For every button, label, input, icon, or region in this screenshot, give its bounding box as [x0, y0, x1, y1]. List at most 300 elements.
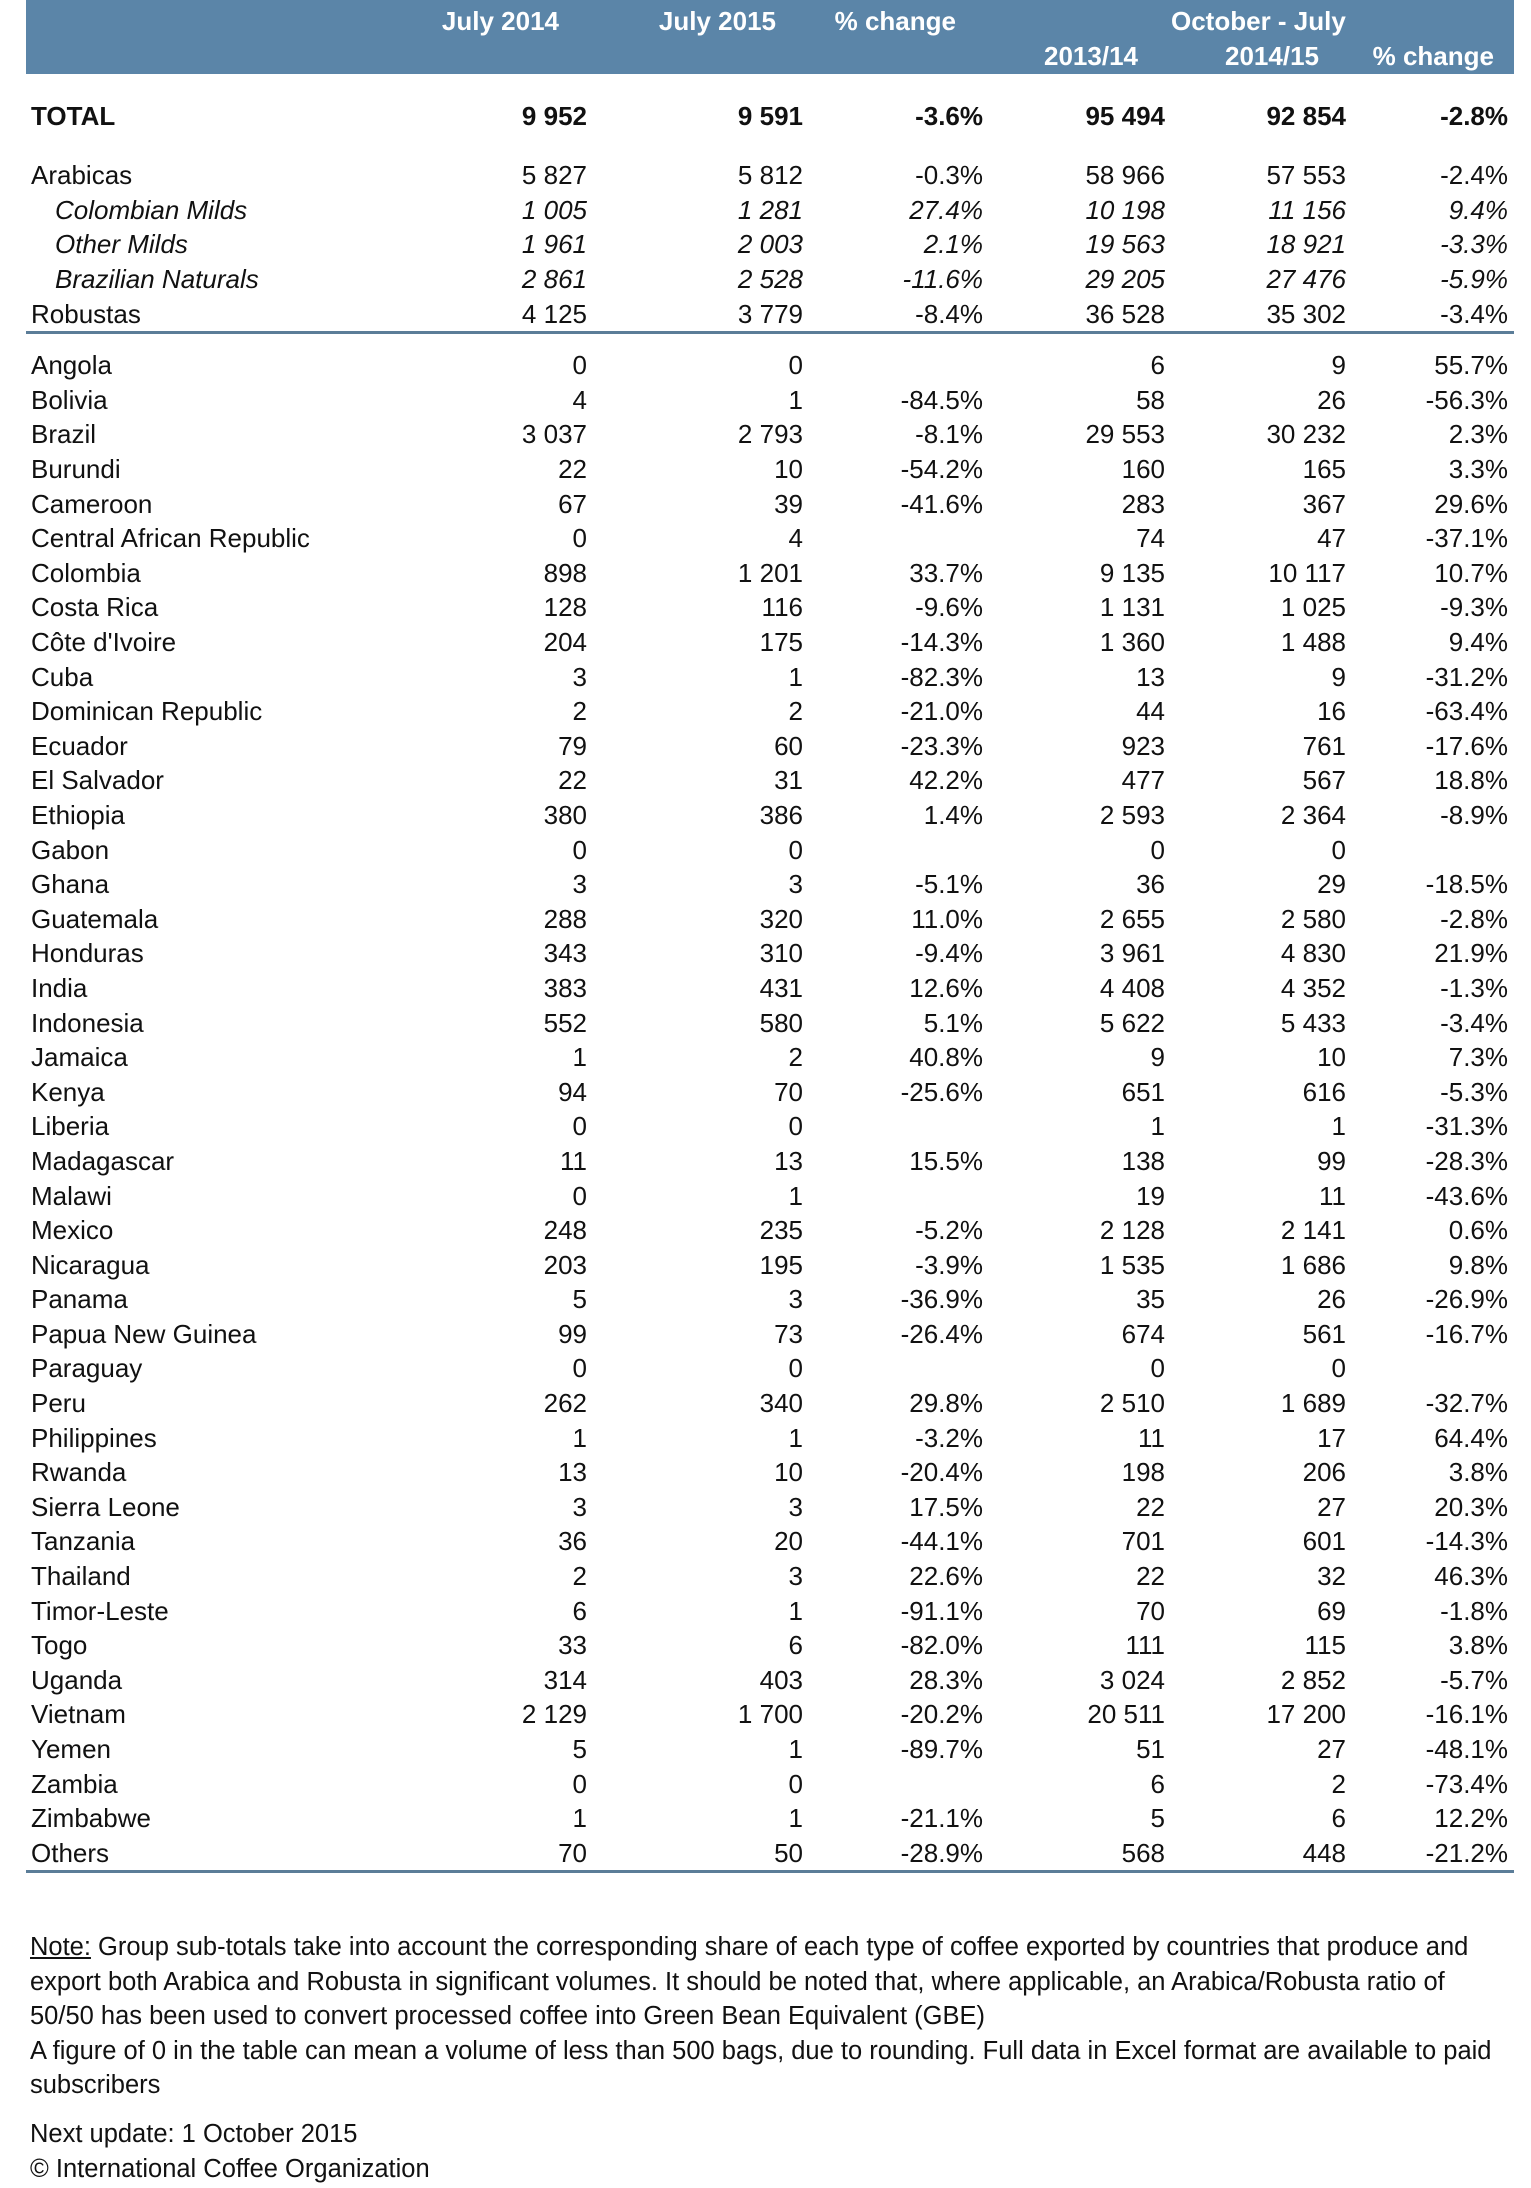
row-label: Arabicas: [31, 160, 133, 191]
cell-col-3: -23.3%: [900, 730, 983, 761]
cell-col-4: 51: [1136, 1734, 1165, 1765]
row-label: Bolivia: [31, 384, 108, 415]
cell-col-6: -14.3%: [1425, 1526, 1508, 1557]
cell-col-4: 5 622: [1099, 1007, 1165, 1038]
cell-col-5: 2 580: [1280, 903, 1346, 934]
cell-col-2: 1: [788, 1734, 803, 1765]
cell-col-4: 2 510: [1099, 1388, 1165, 1419]
cell-col-1: 5: [572, 1734, 587, 1765]
cell-col-5: 16: [1317, 696, 1346, 727]
cell-col-4: 138: [1121, 1145, 1165, 1176]
cell-col-4: 283: [1121, 488, 1165, 519]
cell-col-1: 262: [543, 1388, 587, 1419]
cell-col-4: 1 360: [1099, 627, 1165, 658]
cell-col-3: -82.3%: [900, 661, 983, 692]
cell-col-2: 0: [788, 1111, 803, 1142]
cell-col-2: 10: [774, 454, 803, 485]
country-row: [26, 452, 1514, 487]
group-row: [26, 262, 1514, 297]
row-label: Other Milds: [55, 229, 188, 260]
country-row: [26, 1005, 1514, 1040]
cell-col-1: 314: [543, 1664, 587, 1695]
cell-col-1: 552: [543, 1007, 587, 1038]
cell-col-1: 67: [558, 488, 587, 519]
cell-col-5: 9: [1331, 661, 1346, 692]
row-label: Papua New Guinea: [31, 1318, 257, 1349]
group-row: [26, 296, 1514, 332]
cell-col-1: 1 961: [521, 229, 587, 260]
row-label: Colombian Milds: [55, 194, 248, 225]
country-row: [26, 1178, 1514, 1213]
cell-col-1: 33: [558, 1630, 587, 1661]
row-label: Cuba: [31, 661, 94, 692]
cell-col-5: 35 302: [1171, 296, 1352, 332]
cell-col-1: 13: [558, 1457, 587, 1488]
cell-col-6: -28.3%: [1425, 1145, 1508, 1176]
cell-col-5: 115: [1304, 1630, 1346, 1661]
cell-col-4: 19: [1136, 1180, 1165, 1211]
cell-col-2: 3: [788, 1491, 803, 1522]
cell-col-4: 1 131: [1099, 592, 1165, 623]
cell-col-2: 13: [774, 1145, 803, 1176]
cell-col-3: -44.1%: [900, 1526, 983, 1557]
cell-col-5: 1 025: [1280, 592, 1346, 623]
row-label: Peru: [31, 1388, 86, 1419]
cell-col-4: 2 655: [1099, 903, 1165, 934]
row-label: Jamaica: [31, 1042, 128, 1073]
country-row: [26, 348, 1514, 383]
cell-col-2: 116: [761, 592, 803, 623]
cell-col-5: 2: [1331, 1768, 1346, 1799]
cell-col-4: 70: [1136, 1595, 1165, 1626]
cell-col-6: 20.3%: [1434, 1491, 1508, 1522]
cell-col-5: 27: [1317, 1734, 1346, 1765]
row-label: Guatemala: [31, 903, 159, 934]
cell-col-1: 4 125: [446, 296, 593, 332]
copyright: © International Coffee Organization: [30, 2154, 430, 2183]
cell-col-5: 1 689: [1280, 1388, 1346, 1419]
country-row: [26, 417, 1514, 452]
cell-col-5: 561: [1302, 1318, 1346, 1349]
header-col-july-2015: July 2015: [658, 6, 776, 36]
cell-col-2: 2 528: [737, 264, 803, 295]
cell-col-4: 701: [1121, 1526, 1165, 1557]
cell-col-6: -32.7%: [1425, 1388, 1508, 1419]
cell-col-5: 57 553: [1266, 160, 1346, 191]
cell-col-3: -26.4%: [900, 1318, 983, 1349]
cell-col-3: -3.9%: [915, 1249, 983, 1280]
country-row: [26, 1351, 1514, 1386]
cell-col-5: 6: [1331, 1803, 1346, 1834]
cell-col-4: 111: [1125, 1630, 1165, 1661]
cell-col-6: -21.2%: [1352, 1836, 1514, 1872]
cell-col-6: 3.8%: [1448, 1457, 1508, 1488]
cell-col-4: 9 135: [1099, 557, 1165, 588]
cell-col-3: [809, 1109, 989, 1144]
cell-col-3: 29.8%: [909, 1388, 983, 1419]
cell-col-6: -3.4%: [1352, 296, 1514, 332]
row-label: Vietnam: [31, 1699, 126, 1730]
cell-col-6: -5.3%: [1440, 1076, 1508, 1107]
cell-col-4: 36: [1136, 869, 1165, 900]
cell-col-3: -28.9%: [809, 1836, 989, 1872]
cell-col-5: 2 852: [1280, 1664, 1346, 1695]
country-row: [26, 1490, 1514, 1525]
cell-col-1: 79: [558, 730, 587, 761]
cell-col-1: 9 952: [521, 101, 587, 131]
cell-col-6: 9.8%: [1448, 1249, 1508, 1280]
cell-col-1: 203: [543, 1249, 587, 1280]
cell-col-4: 20 511: [1087, 1699, 1165, 1730]
cell-col-6: -2.8%: [1440, 101, 1508, 131]
country-row: [26, 867, 1514, 902]
cell-col-6: -56.3%: [1425, 384, 1508, 415]
cell-col-3: -9.6%: [915, 592, 983, 623]
country-row: [26, 729, 1514, 764]
cell-col-2: 20: [774, 1526, 803, 1557]
cell-col-3: 5.1%: [923, 1007, 983, 1038]
row-label: Indonesia: [31, 1007, 144, 1038]
row-label: Thailand: [31, 1561, 131, 1592]
cell-col-3: -9.4%: [915, 938, 983, 969]
cell-col-4: 198: [1121, 1457, 1165, 1488]
country-row: [26, 1317, 1514, 1352]
cell-col-3: [809, 1351, 989, 1386]
cell-col-2: 1 281: [737, 194, 803, 225]
cell-col-6: -18.5%: [1425, 869, 1508, 900]
cell-col-4: 10 198: [1085, 194, 1165, 225]
cell-col-6: 55.7%: [1434, 350, 1508, 381]
note-label: Note:: [30, 1933, 91, 1961]
cell-col-4: 3 961: [1099, 938, 1165, 969]
country-row: [26, 1247, 1514, 1282]
cell-col-4: 11: [1138, 1422, 1165, 1453]
row-label: Burundi: [31, 454, 121, 485]
cell-col-1: 2: [572, 1561, 587, 1592]
country-row: [26, 590, 1514, 625]
cell-col-3: -20.2%: [900, 1699, 983, 1730]
cell-col-5: 206: [1302, 1457, 1346, 1488]
cell-col-6: 46.3%: [1434, 1561, 1508, 1592]
cell-col-2: 2: [788, 696, 803, 727]
cell-col-6: -43.6%: [1425, 1180, 1508, 1211]
cell-col-6: 2.3%: [1448, 419, 1508, 450]
cell-col-1: 5 827: [521, 160, 587, 191]
cell-col-6: -31.3%: [1425, 1111, 1508, 1142]
cell-col-6: -26.9%: [1425, 1284, 1508, 1315]
group-row: [26, 158, 1514, 193]
note-text: Group sub-totals take into account the corresponding share of each type of coffee exported by countries that produce and export both Arabica and Robusta in significant volumes. It should be noted that, where applicable, an Arabica/Robusta ratio of 50/50 has been used to convert processed coffee into Green Bean Equivalent (GBE): [30, 1933, 1469, 2030]
cell-col-1: 70: [446, 1836, 593, 1872]
cell-col-2: 3: [788, 1284, 803, 1315]
row-label: Zambia: [31, 1768, 118, 1799]
cell-col-6: -16.1%: [1425, 1699, 1508, 1730]
cell-col-3: 42.2%: [909, 765, 983, 796]
country-row: [26, 1282, 1514, 1317]
country-row: [26, 1801, 1514, 1836]
spacer-cell: [26, 332, 1514, 348]
group-row: [26, 193, 1514, 228]
row-label: Tanzania: [31, 1526, 136, 1557]
row-label: Paraguay: [31, 1353, 143, 1384]
row-label: Gabon: [31, 834, 110, 865]
cell-col-4: 2 593: [1099, 799, 1165, 830]
cell-col-3: -41.6%: [900, 488, 983, 519]
cell-col-1: 0: [572, 350, 587, 381]
cell-col-1: 6: [572, 1595, 587, 1626]
cell-col-1: 36: [558, 1526, 587, 1557]
cell-col-3: -5.2%: [915, 1215, 983, 1246]
row-label: Rwanda: [31, 1457, 127, 1488]
country-row: [26, 1663, 1514, 1698]
cell-col-5: 1 686: [1280, 1249, 1346, 1280]
note-paragraph: [30, 1930, 1510, 2034]
cell-col-2: 1: [788, 384, 803, 415]
cell-col-2: 1 201: [737, 557, 803, 588]
cell-col-6: 9.4%: [1448, 627, 1508, 658]
cell-col-6: [1352, 832, 1514, 867]
cell-col-2: 235: [759, 1215, 803, 1246]
row-label: Ghana: [31, 869, 110, 900]
cell-col-2: 9 591: [737, 101, 803, 131]
cell-col-6: 21.9%: [1434, 938, 1508, 969]
country-row: [26, 763, 1514, 798]
cell-col-5: 99: [1317, 1145, 1346, 1176]
cell-col-3: -8.1%: [915, 419, 983, 450]
cell-col-3: 11.0%: [911, 903, 983, 934]
row-label: Dominican Republic: [31, 696, 263, 727]
cell-col-4: 0: [1150, 1353, 1165, 1384]
row-label: Timor-Leste: [31, 1595, 169, 1626]
cell-col-2: 73: [774, 1318, 803, 1349]
cell-col-2: 2: [788, 1042, 803, 1073]
cell-col-2: 1: [788, 661, 803, 692]
country-row: [26, 1420, 1514, 1455]
cell-col-2: 60: [774, 730, 803, 761]
cell-col-4: 29 553: [1085, 419, 1165, 450]
cell-col-3: 2.1%: [923, 229, 983, 260]
cell-col-6: -1.8%: [1440, 1595, 1508, 1626]
coffee-exports-table: [26, 96, 1514, 1873]
cell-col-3: -21.1%: [900, 1803, 983, 1834]
cell-col-1: 0: [572, 1111, 587, 1142]
spacer-row: [26, 136, 1514, 158]
cell-col-6: -3.3%: [1440, 229, 1508, 260]
cell-col-1: 1: [572, 1422, 587, 1453]
header-col-2014-15: 2014/15: [1225, 41, 1319, 71]
notes: [30, 1930, 1510, 2103]
cell-col-6: -37.1%: [1425, 523, 1508, 554]
cell-col-5: 27: [1317, 1491, 1346, 1522]
cell-col-5: 10 117: [1268, 557, 1346, 588]
country-row: [26, 1455, 1514, 1490]
cell-col-2: 3: [788, 869, 803, 900]
country-row: [26, 1593, 1514, 1628]
cell-col-3: 28.3%: [909, 1664, 983, 1695]
row-label: Honduras: [31, 938, 144, 969]
row-label: Brazilian Naturals: [55, 264, 259, 295]
cell-col-5: 32: [1317, 1561, 1346, 1592]
cell-col-6: -1.3%: [1440, 972, 1508, 1003]
country-row: [26, 1386, 1514, 1421]
cell-col-3: 33.7%: [909, 557, 983, 588]
cell-col-2: 340: [759, 1388, 803, 1419]
cell-col-3: -8.4%: [809, 296, 989, 332]
cell-col-3: -3.6%: [915, 101, 983, 131]
cell-col-2: 431: [759, 972, 803, 1003]
row-label: Togo: [31, 1630, 88, 1661]
cell-col-3: -21.0%: [900, 696, 983, 727]
row-label: Colombia: [31, 557, 141, 588]
cell-col-5: 2 364: [1280, 799, 1346, 830]
cell-col-3: -54.2%: [900, 454, 983, 485]
cell-col-6: -31.2%: [1425, 661, 1508, 692]
cell-col-1: 3: [572, 869, 587, 900]
row-label: Madagascar: [31, 1145, 175, 1176]
row-label: Nicaragua: [31, 1249, 150, 1280]
cell-col-1: 2 129: [521, 1699, 587, 1730]
cell-col-2: 1: [788, 1803, 803, 1834]
cell-col-3: -0.3%: [915, 160, 983, 191]
cell-col-3: -82.0%: [900, 1630, 983, 1661]
cell-col-1: 1: [572, 1803, 587, 1834]
cell-col-2: 31: [774, 765, 803, 796]
cell-col-4: 0: [1150, 834, 1165, 865]
cell-col-1: 128: [543, 592, 587, 623]
cell-col-6: 3.3%: [1448, 454, 1508, 485]
cell-col-5: 11 156: [1268, 194, 1346, 225]
cell-col-3: [809, 521, 989, 556]
zero-note: A figure of 0 in the table can mean a volume of less than 500 bags, due to rounding. Full data in Excel format are available to paid subscribers: [30, 2036, 1492, 2099]
country-row: [26, 659, 1514, 694]
row-label: Central African Republic: [31, 523, 310, 554]
cell-col-1: 0: [572, 1180, 587, 1211]
row-label: Yemen: [31, 1734, 111, 1765]
group-row: [26, 227, 1514, 262]
cell-col-3: 1.4%: [923, 799, 983, 830]
country-row: [26, 521, 1514, 556]
cell-col-2: 1: [788, 1595, 803, 1626]
cell-col-4: 58: [1136, 384, 1165, 415]
row-label: Kenya: [31, 1076, 105, 1107]
row-label: Liberia: [31, 1111, 110, 1142]
cell-col-4: 6: [1150, 350, 1165, 381]
row-label: Zimbabwe: [31, 1803, 151, 1834]
cell-col-6: -9.3%: [1440, 592, 1508, 623]
cell-col-5: 11: [1319, 1180, 1346, 1211]
cell-col-6: 12.2%: [1434, 1803, 1508, 1834]
cell-col-5: 17: [1317, 1422, 1346, 1453]
cell-col-5: 26: [1317, 1284, 1346, 1315]
cell-col-2: 0: [788, 350, 803, 381]
cell-col-5: 4 352: [1280, 972, 1346, 1003]
cell-col-3: 17.5%: [909, 1491, 983, 1522]
cell-col-4: 674: [1121, 1318, 1165, 1349]
cell-col-4: 4 408: [1099, 972, 1165, 1003]
cell-col-3: 27.4%: [909, 194, 983, 225]
cell-col-4: 1: [1150, 1111, 1165, 1142]
cell-col-2: 386: [759, 799, 803, 830]
country-row: [26, 936, 1514, 971]
cell-col-3: -84.5%: [900, 384, 983, 415]
cell-col-3: -91.1%: [900, 1595, 983, 1626]
row-label: India: [31, 972, 88, 1003]
row-label: Mexico: [31, 1215, 114, 1246]
cell-col-6: 64.4%: [1434, 1422, 1508, 1453]
cell-col-4: 13: [1136, 661, 1165, 692]
cell-col-1: 288: [543, 903, 587, 934]
country-row: [26, 1836, 1514, 1872]
cell-col-5: 5 433: [1280, 1007, 1346, 1038]
cell-col-4: 36 528: [989, 296, 1171, 332]
row-label: El Salvador: [31, 765, 164, 796]
country-row: [26, 486, 1514, 521]
cell-col-5: 4 830: [1280, 938, 1346, 969]
row-label: Others: [26, 1836, 446, 1872]
cell-col-1: 2: [572, 696, 587, 727]
row-label: Sierra Leone: [31, 1491, 180, 1522]
cell-col-2: 2 003: [737, 229, 803, 260]
cell-col-3: -14.3%: [900, 627, 983, 658]
country-row: [26, 1732, 1514, 1767]
cell-col-3: -25.6%: [900, 1076, 983, 1107]
cell-col-5: 165: [1302, 454, 1346, 485]
cell-col-1: 99: [558, 1318, 587, 1349]
cell-col-4: 29 205: [1085, 264, 1165, 295]
row-label: Costa Rica: [31, 592, 159, 623]
cell-col-4: 651: [1121, 1076, 1165, 1107]
cell-col-1: 383: [543, 972, 587, 1003]
cell-col-2: 3: [788, 1561, 803, 1592]
cell-col-4: 22: [1136, 1491, 1165, 1522]
cell-col-1: 343: [543, 938, 587, 969]
cell-col-6: -17.6%: [1425, 730, 1508, 761]
cell-col-4: 3 024: [1099, 1664, 1165, 1695]
cell-col-1: 22: [558, 454, 587, 485]
cell-col-1: 0: [572, 1768, 587, 1799]
cell-col-4: 477: [1121, 765, 1165, 796]
cell-col-4: 74: [1136, 523, 1165, 554]
cell-col-5: 18 921: [1266, 229, 1346, 260]
cell-col-3: -20.4%: [900, 1457, 983, 1488]
cell-col-2: 4: [788, 523, 803, 554]
cell-col-2: 403: [759, 1664, 803, 1695]
cell-col-3: [809, 1178, 989, 1213]
row-label: TOTAL: [31, 101, 116, 131]
cell-col-5: 69: [1317, 1595, 1346, 1626]
cell-col-3: [809, 832, 989, 867]
country-row: [26, 556, 1514, 591]
country-row: [26, 1697, 1514, 1732]
cell-col-1: 1: [572, 1042, 587, 1073]
cell-col-1: 0: [572, 834, 587, 865]
cell-col-3: -3.2%: [915, 1422, 983, 1453]
cell-col-5: 47: [1317, 523, 1346, 554]
cell-col-2: 70: [774, 1076, 803, 1107]
footer: [30, 2117, 430, 2186]
row-label: Uganda: [31, 1664, 123, 1695]
country-row: [26, 798, 1514, 833]
cell-col-5: 448: [1171, 1836, 1352, 1872]
cell-col-6: 7.3%: [1448, 1042, 1508, 1073]
cell-col-1: 2 861: [521, 264, 587, 295]
country-row: [26, 1109, 1514, 1144]
cell-col-3: -5.1%: [915, 869, 983, 900]
cell-col-5: 29: [1317, 869, 1346, 900]
cell-col-6: -63.4%: [1425, 696, 1508, 727]
cell-col-2: 3 779: [593, 296, 809, 332]
cell-col-2: 310: [759, 938, 803, 969]
